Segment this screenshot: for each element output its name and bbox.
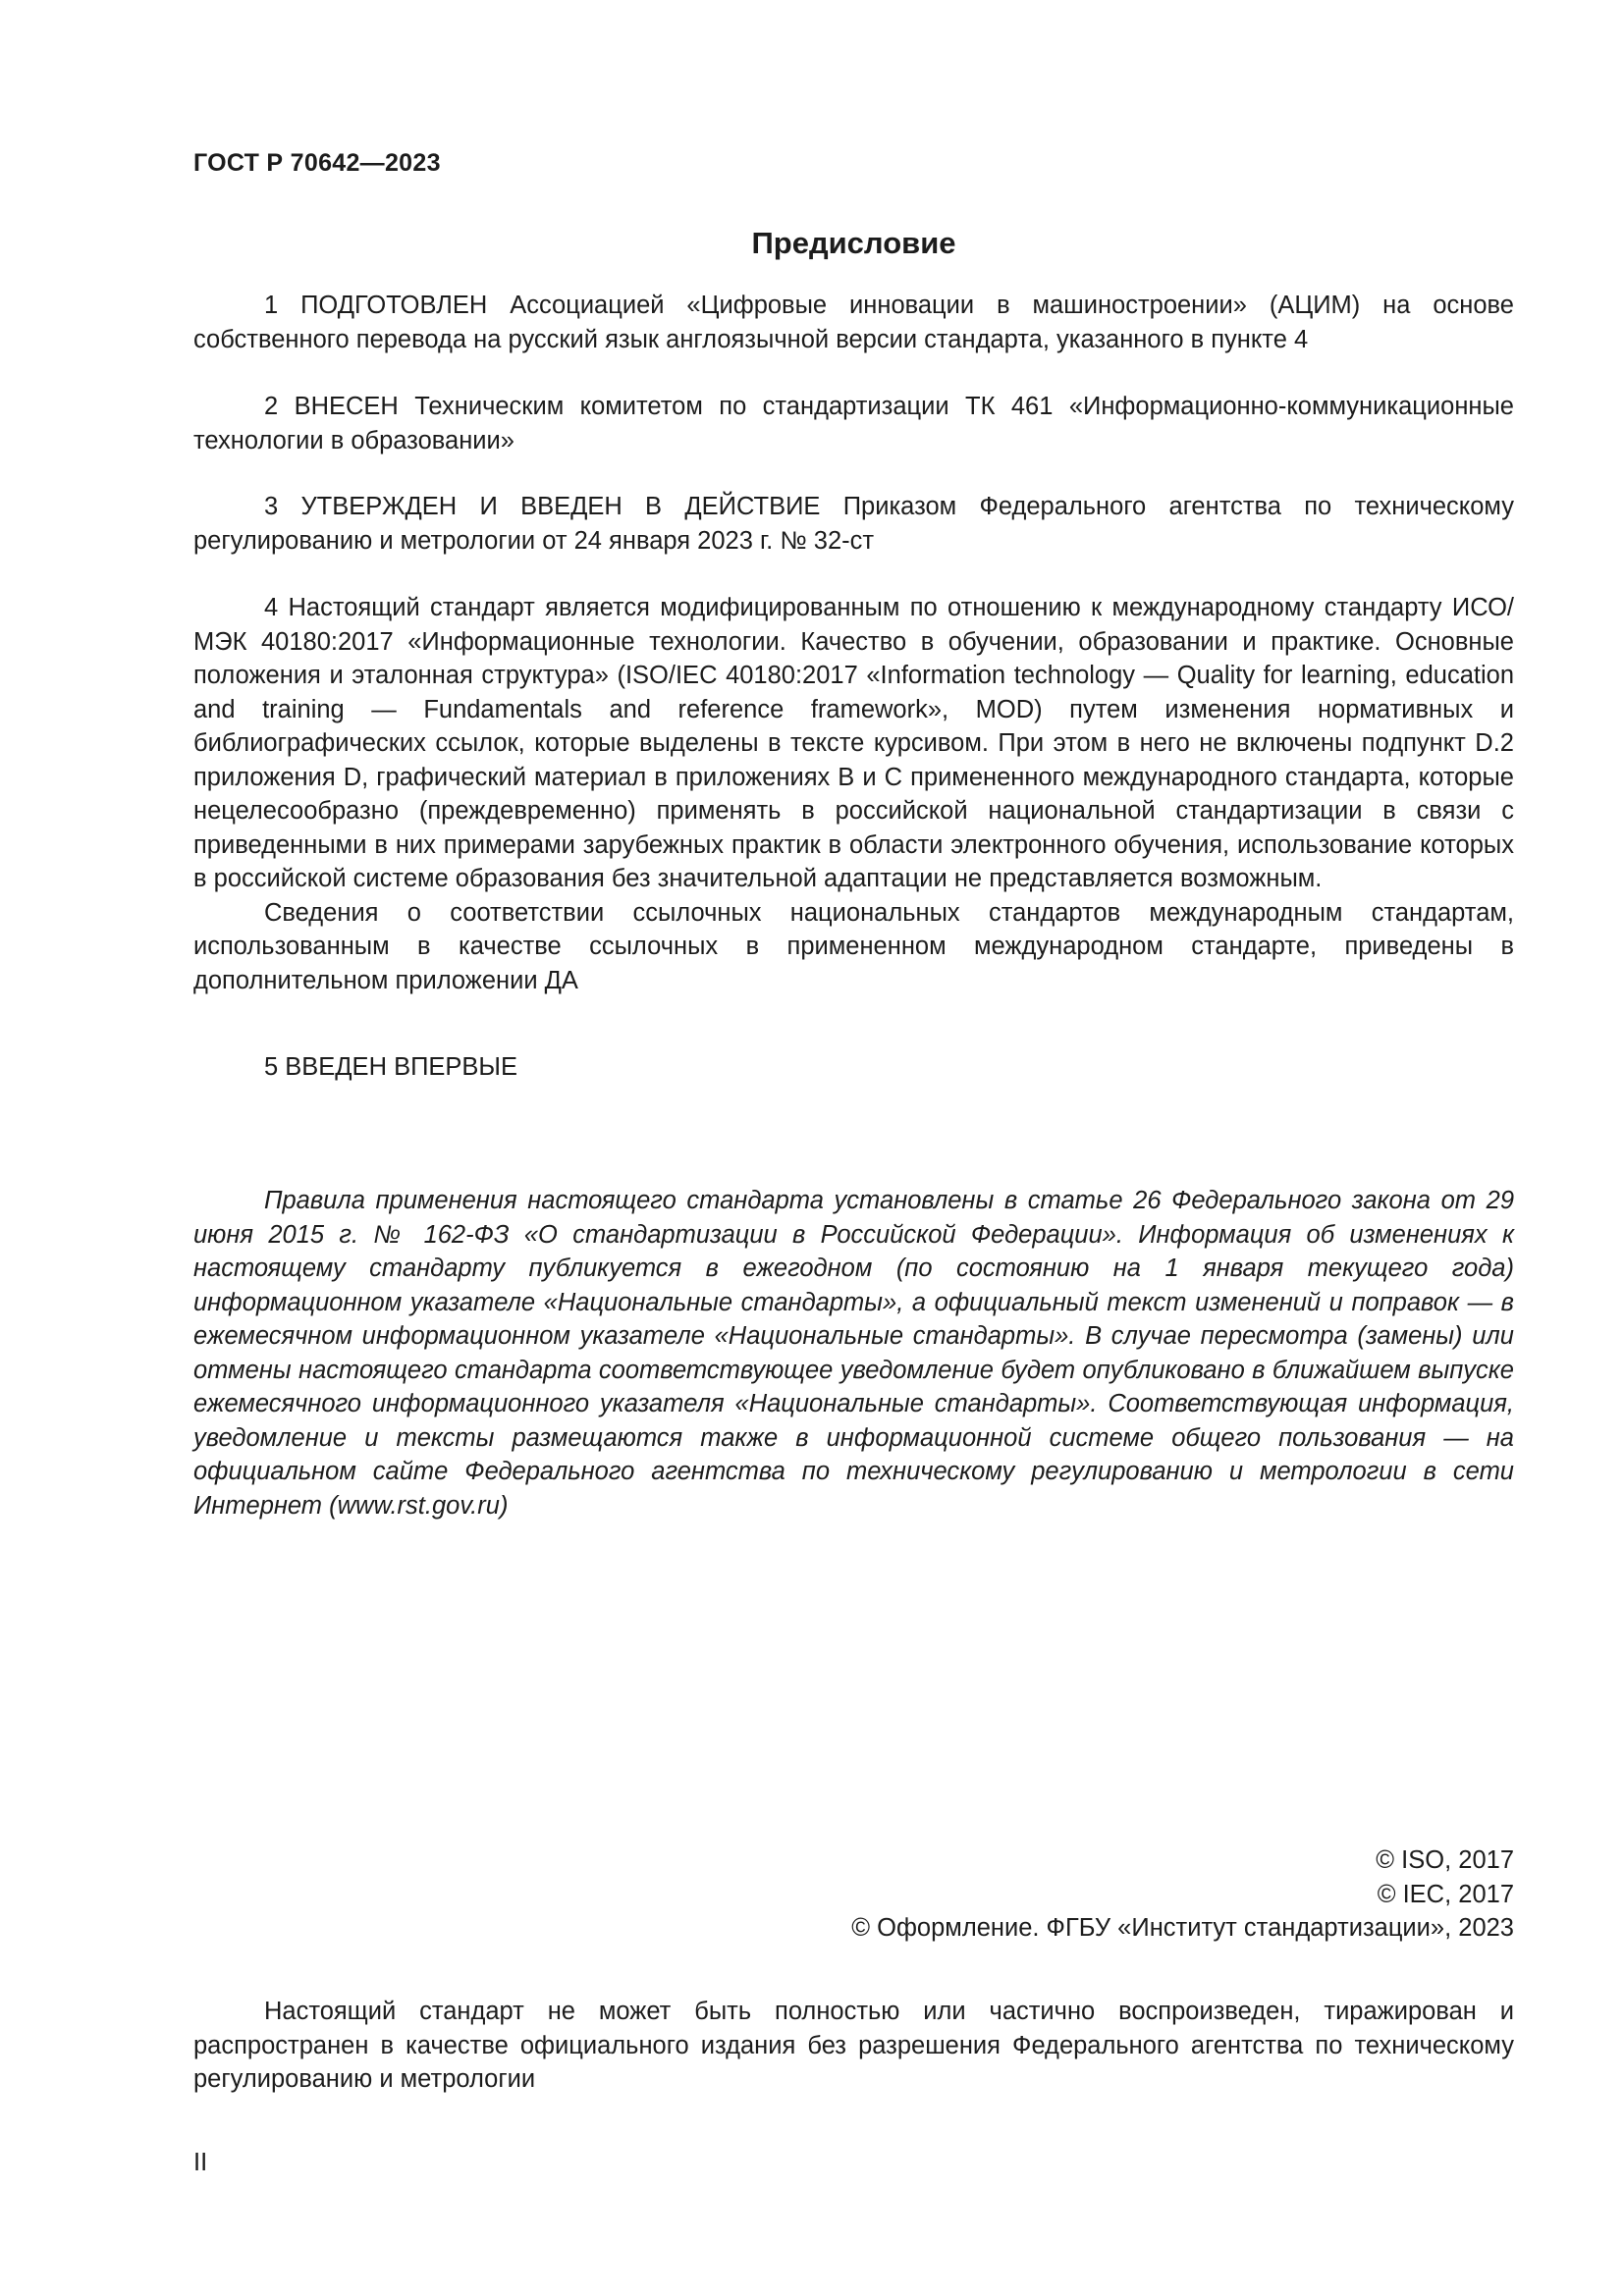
document-code: ГОСТ Р 70642—2023 (193, 149, 441, 177)
rules-notice-text: Правила применения настоящего стандарта установлены в статье 26 Федерального закона от 29 июня 2015 г. № 162-ФЗ «О стандартизации в Российской Федерации». Информация об изменениях к настоящему стандарту публикуется в ежегодном (по состоянию на 1 января текущего года) информационном указателе «Национальные стандарты», а официальный текст изменений и поправок — в ежемесячном информационном указателе «Национальные стандарты». В случае пересмотра (замены) или отмены настоящего стандарта соответствующее уведомление будет опубликовано в ближайшем выпуске ежемесячного информационного указателя «Национальные стандарты». Соответствующая информация, уведомление и тексты размещаются также в информационной системе общего пользования — на официальном сайте Федерального агентства по техническому регулированию и метрологии в сети Интернет (www.rst.gov.ru) (193, 1187, 1514, 1520)
item-3-text: 3 УТВЕРЖДЕН И ВВЕДЕН В ДЕЙСТВИЕ Приказом Федерального агентства по техническому регулированию и метрологии от 24 января 2023 г. № 32-ст (193, 493, 1514, 555)
item-2 (193, 390, 1514, 457)
reproduction-notice (193, 1995, 1514, 2097)
item-5 (193, 1050, 1514, 1085)
page-number: II (193, 2149, 208, 2176)
item-3 (193, 490, 1514, 558)
item-5-text: 5 ВВЕДЕН ВПЕРВЫЕ (264, 1053, 518, 1081)
page-title: Предисловие (751, 226, 956, 260)
item-2-text: 2 ВНЕСЕН Техническим комитетом по стандартизации ТК 461 «Информационно-коммуникационные технологии в образовании» (193, 393, 1514, 454)
copyright-design: © Оформление. ФГБУ «Институт стандартизации», 2023 (851, 1914, 1514, 1942)
copyright-block (851, 1843, 1514, 1946)
item-1-text: 1 ПОДГОТОВЛЕН Ассоциацией «Цифровые инновации в машиностроении» (АЦИМ) на основе собственного перевода на русский язык англоязычной версии стандарта, указанного в пункте 4 (193, 292, 1514, 353)
item-4 (193, 591, 1514, 997)
rules-notice (193, 1184, 1514, 1522)
reproduction-notice-text: Настоящий стандарт не может быть полностью или частично воспроизведен, тиражирован и распространен в качестве официального издания без разрешения Федерального агентства по техническому регулированию и метрологии (193, 1998, 1514, 2093)
item-4-reference-note: Сведения о соответствии ссылочных национальных стандартов международным стандартам, использованным в качестве ссылочных в примененном международном стандарте, приведены в дополнительном приложении ДА (193, 898, 1514, 994)
item-1 (193, 289, 1514, 356)
item-4-text: 4 Настоящий стандарт является модифицированным по отношению к международному стандарту ИСО/МЭК 40180:2017 «Информационные технологии. Качество в обучении, образовании и практике. Основные положения и эталонная структура» (ISO/IEC 40180:2017 «Information technology — Quality for learning, education and training — Fundamentals and reference framework», MOD) путем изменения нормативных и библиографических ссылок, которые выделены в тексте курсивом. При этом в него не включены подпункт D.2 приложения D, графический материал в приложениях В и С примененного международного стандарта, которые нецелесообразно (преждевременно) применять в российской национальной стандартизации в связи с приведенными в них примерами зарубежных практик в области электронного обучения, использование которых в российской системе образования без значительной адаптации не представляется возможным. (193, 594, 1514, 892)
copyright-iso: © ISO, 2017 (1376, 1846, 1514, 1874)
copyright-iec: © IEC, 2017 (1377, 1880, 1514, 1908)
